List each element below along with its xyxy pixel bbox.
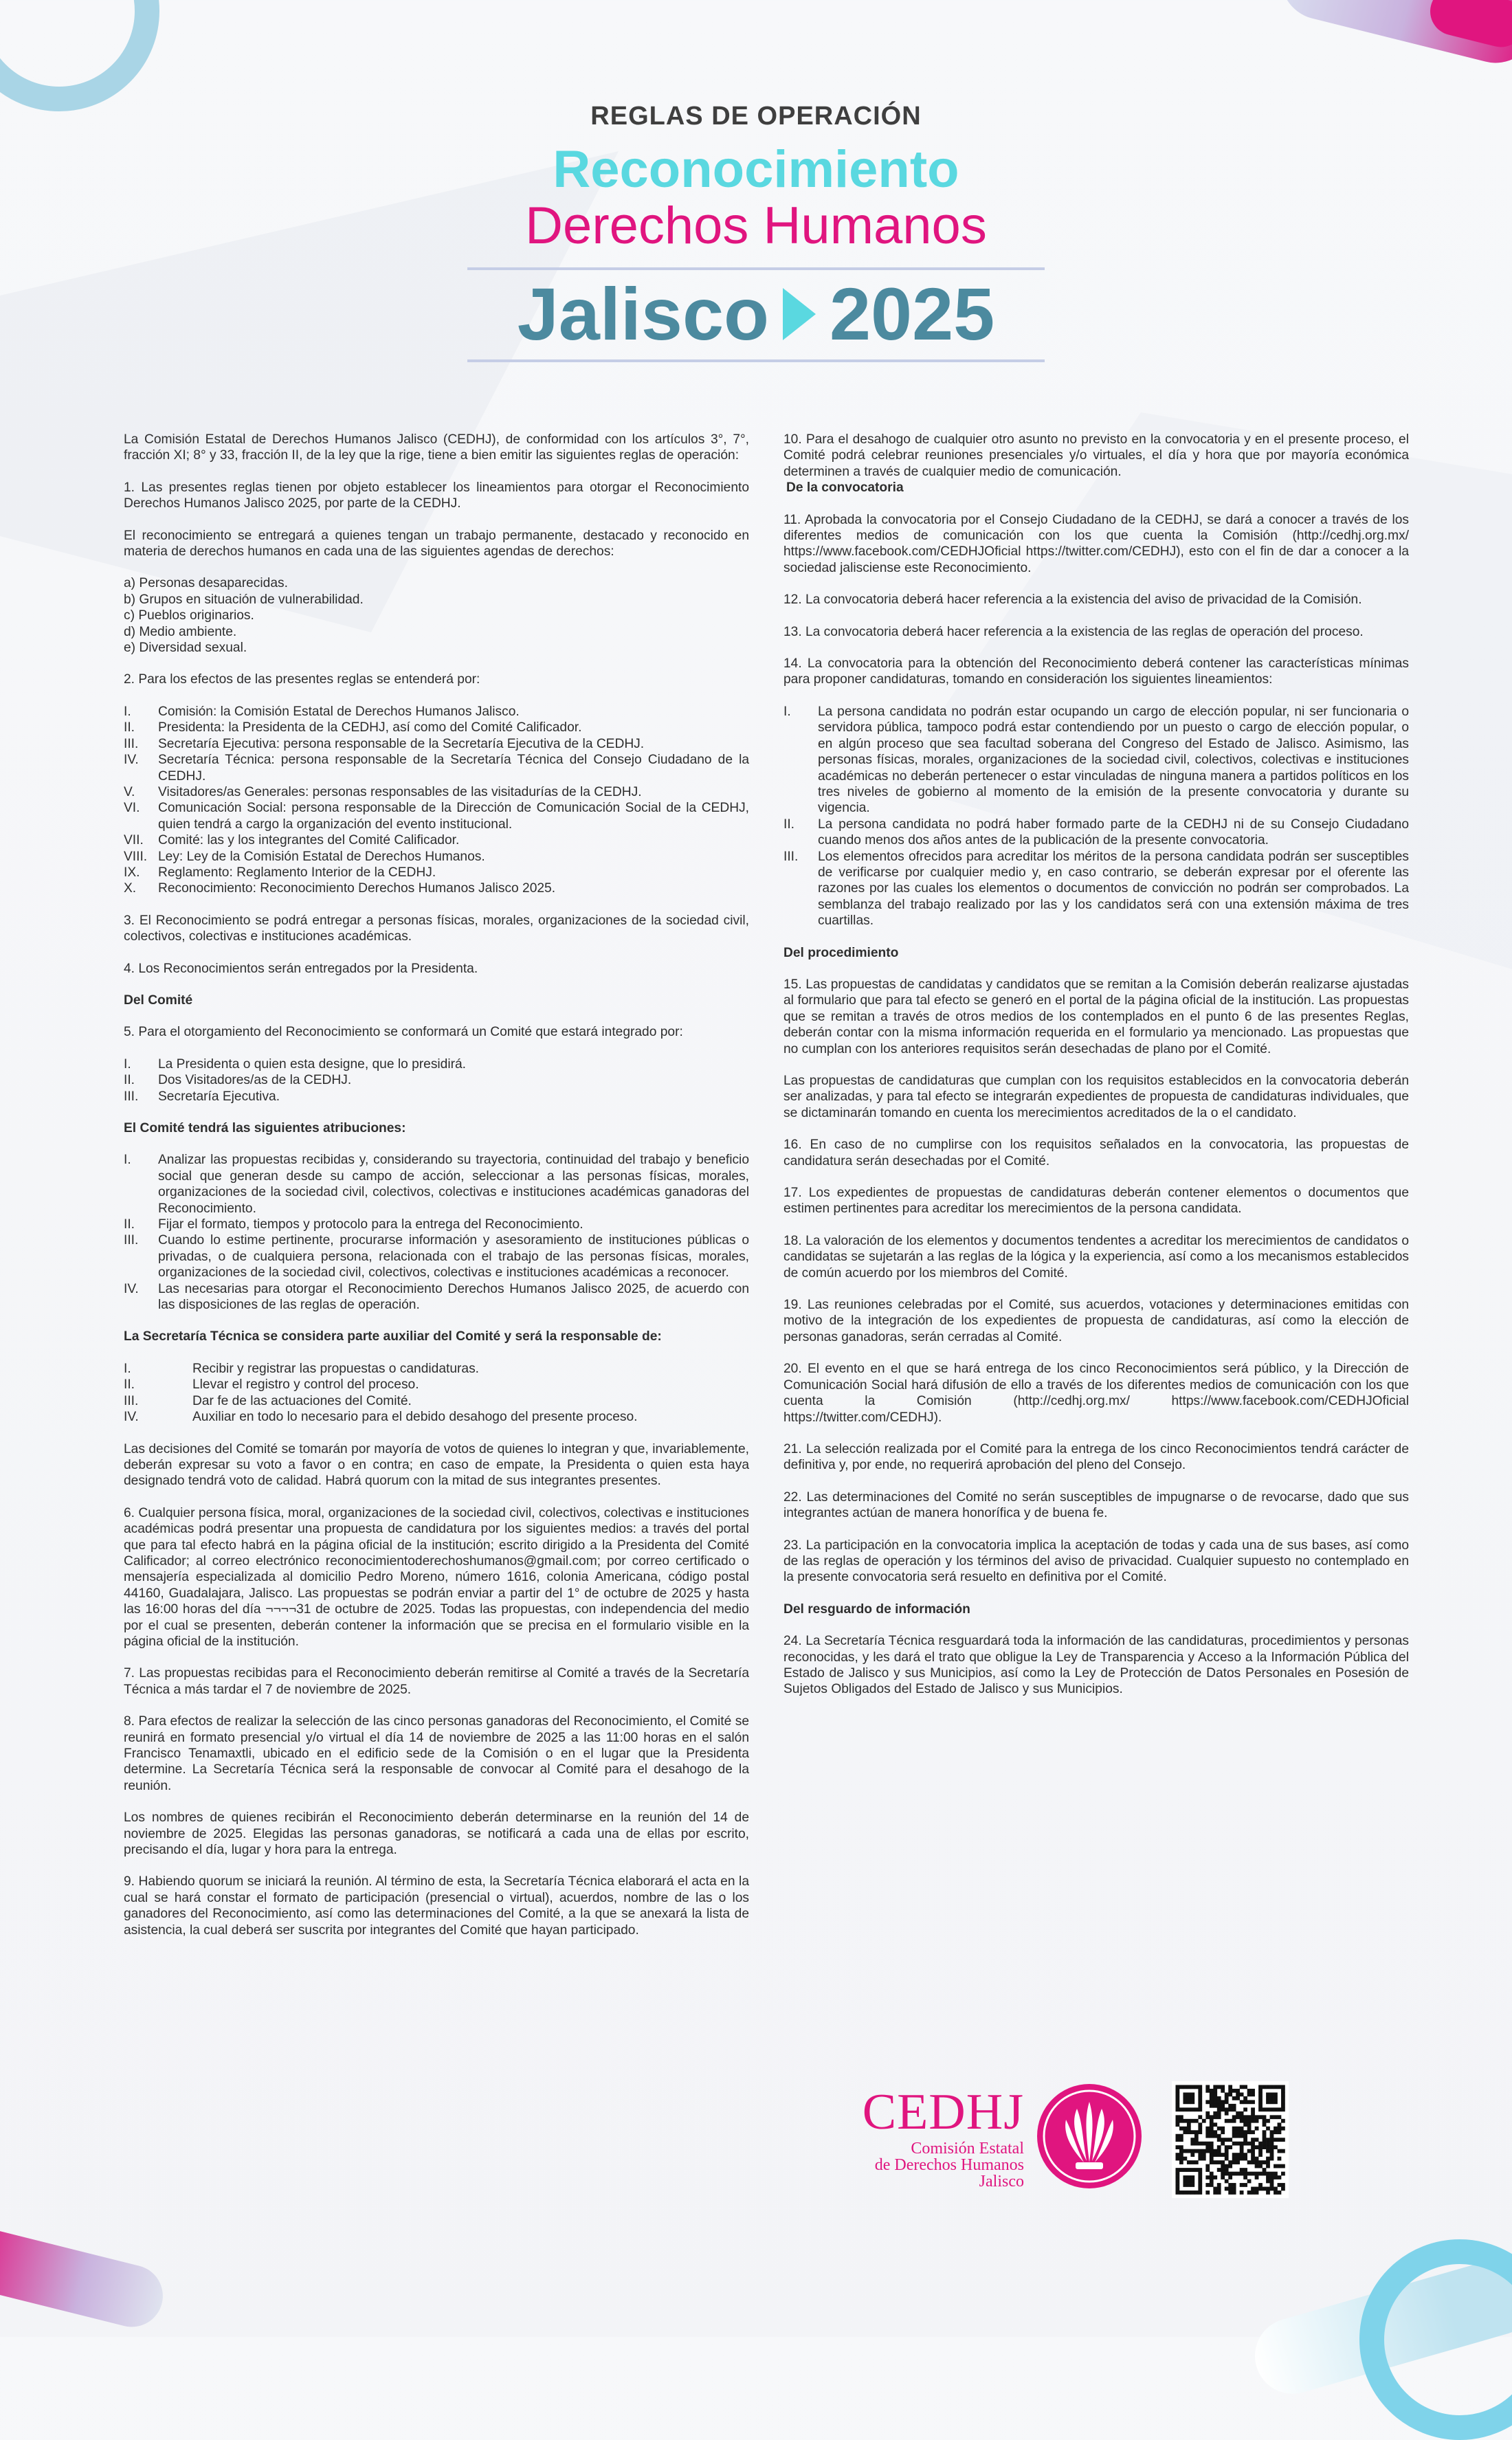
atribucion-item — [124, 1217, 749, 1232]
atribucion-item-number: IV. — [124, 1281, 139, 1296]
agenda-item-text: e) Diversidad sexual. — [124, 641, 247, 656]
intro-paragraph: La Comisión Estatal de Derechos Humanos Jalisco (CEDHJ), de conformidad con los artículos 3°, 7°, fracción XI; 8° y 33, fracción II, de la ley que la rige, tiene a bien emitir las siguientes reglas de operación: — [124, 432, 749, 463]
definition-item-text: Comunicación Social: persona responsable de la Dirección de Comunicación Social de la CEDHJ, quien tendrá a cargo la organización del evento institucional. — [158, 801, 749, 832]
lineamiento-item-text: La persona candidata no podrá haber formado parte de la CEDHJ ni de su Consejo Ciudadano cuando menos dos años antes de la publicación de la presente convocatoria. — [818, 817, 1409, 848]
definition-item — [124, 752, 749, 784]
definitions-list — [124, 704, 749, 897]
secretaria-item — [124, 1409, 749, 1425]
decorative-ring — [1359, 2239, 1512, 2440]
rule-17: 17. Los expedientes de propuestas de candidaturas deberán contener elementos o documentos que estimen pertinentes para acreditar los merecimientos de la persona candidata. — [783, 1186, 1409, 1217]
agenda-item — [124, 640, 749, 656]
rule-2: 2. Para los efectos de las presentes reglas se entenderá por: — [124, 672, 480, 687]
definition-item — [124, 800, 749, 832]
header-kicker: REGLAS DE OPERACIÓN — [590, 102, 922, 131]
section-heading-comite: Del Comité — [124, 992, 193, 1008]
definition-item — [124, 704, 749, 720]
definition-item — [124, 736, 749, 752]
definition-item-number: VII. — [124, 833, 144, 848]
header-title-line2: Derechos Humanos — [525, 197, 987, 255]
cedhj-emblem-icon — [1034, 2081, 1144, 2191]
lineamiento-item-number: I. — [783, 704, 791, 719]
cedhj-logo-subtitle — [859, 2140, 1024, 2190]
section-heading-atribuciones: El Comité tendrá las siguientes atribuciones: — [124, 1121, 406, 1135]
rule-15: 15. Las propuestas de candidatas y candidatos que se remitan a la Comisión deberán realizarse ajustadas al formulario que para tal efecto se generó en el portal de la página oficial de la institución. Las propuestas que se remitan a través de otros medios de los contemplados en el punto 6 de las presentes Reglas, deberán contar con la misma información requerida en el formulario ya mencionado. Las propuestas que no cumplan con los anteriores requisitos serán desechadas de plano por el Comité. — [783, 977, 1409, 1056]
secretaria-item-number: I. — [124, 1361, 131, 1376]
rule-19: 19. Las reuniones celebradas por el Comité, sus acuerdos, votaciones y determinaciones emitidas con motivo de la integración de los expedientes de propuesta de candidaturas, así como la elección de personas ganadoras, serán cerradas al Comité. — [783, 1298, 1409, 1344]
definition-item — [124, 865, 749, 880]
definition-item-text: Presidenta: la Presidenta de la CEDHJ, así como del Comité Calificador. — [158, 720, 582, 735]
decorative-ring — [0, 0, 159, 111]
lineamiento-item-text: Los elementos ofrecidos para acreditar los méritos de la persona candidata podrán ser susceptibles de verificarse por cualquier medio y, en caso contrario, se deberán expresar por el oferente las razones por las cuales los elementos o documentos de convicción no podrán ser comprobados. La semblanza del trabajo realizado por las y los candidatos será con una extensión máxima de tres cuartillas. — [818, 849, 1409, 929]
right-column — [783, 432, 1409, 1713]
header-rule — [467, 359, 1045, 362]
secretaria-item-text: Recibir y registrar las propuestas o candidaturas. — [192, 1361, 479, 1376]
decorative-band — [0, 2223, 169, 2333]
lineamiento-item-number: III. — [783, 849, 799, 864]
comite-member-item-text: La Presidenta o quien esta designe, que lo presidirá. — [158, 1056, 467, 1072]
rule-20: 20. El evento en el que se hará entrega de los cinco Reconocimientos será público, y la Dirección de Comunicación Social hará difusión de ello a través de los diferentes medios de comunicación con los que cuenta la Comisión (http://cedhj.org.mx/ https://www.facebook.com/CEDHJOficial https://twitter.com/CEDHJ). — [783, 1362, 1409, 1425]
agenda-item — [124, 608, 749, 623]
rule-11: 11. Aprobada la convocatoria por el Consejo Ciudadano de la CEDHJ, se dará a conocer a través de los diferentes medios de comunicación con los que cuenta la Comisión (http://cedhj.org.mx/ https://www.facebook.com/CEDHJOficial https://twitter.com/CEDHJ), esto con el fin de dar a conocer a la sociedad jalisciense este Reconocimiento. — [783, 512, 1409, 575]
definition-item — [124, 849, 749, 865]
cedhj-logo-sub-line: Comisión Estatal — [911, 2140, 1024, 2158]
rule-5: 5. Para el otorgamiento del Reconocimiento se conformará un Comité que estará integrado por: — [124, 1025, 683, 1040]
rule-6: 6. Cualquier persona física, moral, organizaciones de la sociedad civil, colectivos, colectivas e instituciones académicas podrá presentar una propuesta de candidatura por los siguientes medios: a través del portal que para tal efecto habrá en la página oficial de la institución; escrito dirigido a la Presidenta del Comité Calificador; al correo electrónico reconocimientoderechoshumanos@gmail.com; por correo certificado o mensajería especializada al domicilio Pedro Moreno, número 1616, colonia Americana, código postal 44160, Guadalajara, Jalisco. Las propuestas se podrán enviar a partir del 1° de octubre de 2025 y hasta las 16:00 horas del día ¬¬¬¬31 de octubre de 2025. Todas las propuestas, con independencia del medio por el cual se presenten, deberán contener la información que se precisa en el formulario visible en la página oficial de la institución. — [124, 1505, 749, 1649]
section-heading-procedimiento: Del procedimiento — [783, 945, 899, 960]
rule-21: 21. La selección realizada por el Comité para la entrega de los cinco Reconocimientos tendrá carácter de definitiva y, por ende, no requerirá aprobación del pleno del Consejo. — [783, 1441, 1409, 1473]
rule-24: 24. La Secretaría Técnica resguardará toda la información de las candidaturas, procedimientos y personas reconocidas, y les dará el trato que obligue la Ley de Transparencia y Acceso a la Información Pública del Estado de Jalisco y sus Municipios, así como la Ley de Protección de Datos Personales en Posesión de Sujetos Obligados del Estado de Jalisco y sus Municipios. — [783, 1634, 1409, 1697]
definition-item-text: Reconocimiento: Reconocimiento Derechos Humanos Jalisco 2025. — [158, 881, 556, 896]
left-column — [124, 432, 749, 1954]
definition-item-number: III. — [124, 736, 139, 751]
qr-code-icon[interactable] — [1172, 2081, 1289, 2198]
secretaria-item — [124, 1361, 749, 1377]
agenda-item-text: a) Personas desaparecidas. — [124, 576, 288, 591]
header-year: 2025 — [829, 272, 995, 355]
header-place: Jalisco — [517, 272, 769, 355]
rule-23: 23. La participación en la convocatoria implica la aceptación de todas y cada una de sus bases, así como de las reglas de operación y los términos del aviso de privacidad. Cualquier supuesto no contemplado en la presente convocatoria será resuelto en definitiva por el Comité. — [783, 1538, 1409, 1585]
agenda-item-text: c) Pueblos originarios. — [124, 608, 254, 623]
cedhj-logo-sub-line: de Derechos Humanos — [874, 2156, 1024, 2174]
agenda-item-text: b) Grupos en situación de vulnerabilidad. — [124, 592, 364, 607]
header-place-row — [0, 272, 1512, 355]
secretaria-item-text: Llevar el registro y control del proceso. — [192, 1377, 419, 1393]
comite-member-item-text: Dos Visitadores/as de la CEDHJ. — [158, 1073, 352, 1088]
section-heading-resguardo: Del resguardo de información — [783, 1601, 970, 1617]
rule-12: 12. La convocatoria deberá hacer referencia a la existencia del aviso de privacidad de la Comisión. — [783, 592, 1362, 608]
secretaria-item-number: IV. — [124, 1410, 139, 1425]
comite-member-item — [124, 1056, 749, 1072]
rule-15-analisis: Las propuestas de candidaturas que cumplan con los requisitos establecidos en la convocatoria deberán ser analizadas, y para tal efecto se integrarán expedientes de propuesta de candidaturas individuales, que se dictaminarán tomando en cuenta los merecimientos acreditados de la o el candidato. — [783, 1074, 1409, 1120]
definition-item-number: IV. — [124, 753, 139, 768]
agendas-list — [124, 575, 749, 656]
rule-3: 3. El Reconocimiento se podrá entregar a personas físicas, morales, organizaciones de la sociedad civil, colectivos, colectivas e instituciones académicas. — [124, 913, 749, 944]
rule-22: 22. Las determinaciones del Comité no serán susceptibles de impugnarse o de revocarse, dado que sus integrantes actúan de manera honorífica y de buena fe. — [783, 1489, 1409, 1521]
definition-item-text: Comisión: la Comisión Estatal de Derechos Humanos Jalisco. — [158, 704, 520, 719]
atribucion-item-number: I. — [124, 1153, 131, 1168]
secretaria-item-text: Auxiliar en todo lo necesario para el debido desahogo del presente proceso. — [192, 1410, 638, 1425]
rule-1-agendas-intro: El reconocimiento se entregará a quienes tengan un trabajo permanente, destacado y reconocido en materia de derechos humanos en cada una de las siguientes agendas de derechos: — [124, 528, 749, 559]
atribucion-item-text: Analizar las propuestas recibidas y, considerando su trayectoria, continuidad del trabajo y beneficio social que generan desde su campo de acción, seleccionar a las personas físicas, morales, organizaciones de la sociedad civil, colectivos, colectivas e instituciones académicas ganadoras del Reconocimiento. — [158, 1153, 749, 1216]
rule-4: 4. Los Reconocimientos serán entregados por la Presidenta. — [124, 961, 478, 976]
decisiones-paragraph: Las decisiones del Comité se tomarán por mayoría de votos de quienes lo integran y que, invariablemente, deberán expresar su voto a favor o en contra; en caso de empate, la Presidenta o quien esta haya designado tendrá voto de calidad. Habrá quorum con la mitad de sus integrantes presentes. — [124, 1441, 749, 1489]
atribucion-item — [124, 1152, 749, 1217]
comite-member-item-number: I. — [124, 1056, 131, 1072]
agenda-item — [124, 575, 749, 591]
comite-member-item-number: III. — [124, 1089, 139, 1104]
cedhj-logo-name: CEDHJ — [862, 2084, 1024, 2140]
definition-item — [124, 784, 749, 800]
definition-item-text: Visitadores/as Generales: personas responsables de las visitadurías de la CEDHJ. — [158, 784, 642, 799]
atribucion-item — [124, 1281, 749, 1313]
section-heading-secretaria: La Secretaría Técnica se considera parte auxiliar del Comité y será la responsable de: — [124, 1329, 662, 1344]
secretaria-item-text: Dar fe de las actuaciones del Comité. — [192, 1393, 412, 1408]
cedhj-logo-sub-line: Jalisco — [979, 2173, 1024, 2191]
lineamiento-item-text: La persona candidata no podrán estar ocupando un cargo de elección popular, ni ser funcionaria o servidora pública, tampoco podrá estar contendiendo por un puesto o cargo de elección popular, o en algún proceso que sea facultad soberana del Congreso del Estado de Jalisco. Asimismo, las personas físicas, morales, organizaciones de la sociedad civil, colectivos, colectivas e instituciones académicas no deberán pertenecer o estar vinculadas de ninguna manera a partidos políticos en los tres niveles de gobierno al momento de la emisión de la presente convocatoria y durante su vigencia. — [818, 704, 1409, 816]
lineamiento-item-number: II. — [783, 817, 794, 832]
agenda-item — [124, 624, 749, 640]
lineamiento-item — [783, 704, 1409, 817]
atribucion-item — [124, 1232, 749, 1280]
rule-1: 1. Las presentes reglas tienen por objeto establecer los lineamientos para otorgar el Reconocimiento Derechos Humanos Jalisco 2025, por parte de la CEDHJ. — [124, 480, 749, 511]
definition-item-number: VI. — [124, 801, 140, 816]
footer-logos — [859, 2081, 1340, 2198]
header-rule — [467, 267, 1045, 270]
definition-item — [124, 832, 749, 848]
definition-item-number: II. — [124, 720, 135, 735]
atribucion-item-text: Cuando lo estime pertinente, procurarse información y asesoramiento de instituciones públicas o privadas, o de cualquiera persona, relacionada con el trabajo de las personas físicas, morales, organizaciones de la sociedad civil, colectivos, colectivas e instituciones académicas a reconocer. — [158, 1233, 749, 1280]
rule-8: 8. Para efectos de realizar la selección de las cinco personas ganadoras del Reconocimiento, el Comité se reunirá en formato presencial y/o virtual el día 14 de noviembre de 2025 a las 11:00 horas en el salón Francisco Tenamaxtli, ubicado en el edificio sede de la Comisión o en el lugar que la Presidenta determine. La Secretaría Técnica será la responsable de convocar al Comité para el desahogo de la reunión. — [124, 1714, 749, 1793]
rule-18: 18. La valoración de los elementos y documentos tendentes a acreditar los merecimientos de candidatos o candidatas se sujetarán a las reglas de la lógica y la experiencia, así como a los mecanismos establecidos de común acuerdo por los miembros del Comité. — [783, 1233, 1409, 1280]
secretaria-list — [124, 1361, 749, 1426]
agenda-item-text: d) Medio ambiente. — [124, 624, 237, 639]
definition-item-text: Secretaría Ejecutiva: persona responsable de la Secretaría Ejecutiva de la CEDHJ. — [158, 736, 645, 751]
definition-item-text: Ley: Ley de la Comisión Estatal de Derechos Humanos. — [158, 849, 485, 864]
comite-member-item — [124, 1072, 749, 1088]
definition-item — [124, 720, 749, 735]
definition-item-text: Reglamento: Reglamento Interior de la CEDHJ. — [158, 865, 436, 880]
lineamientos-list — [783, 704, 1409, 929]
rule-13: 13. La convocatoria deberá hacer referencia a la existencia de las reglas de operación del proceso. — [783, 624, 1364, 639]
section-heading-convocatoria: De la convocatoria — [786, 480, 904, 496]
agenda-item — [124, 592, 749, 608]
atribucion-item-text: Fijar el formato, tiempos y protocolo para la entrega del Reconocimiento. — [158, 1217, 583, 1232]
atribucion-item-number: II. — [124, 1217, 135, 1232]
comite-member-item — [124, 1089, 749, 1105]
cedhj-logo — [859, 2084, 1024, 2191]
definition-item-number: X. — [124, 881, 137, 896]
definition-item-number: VIII. — [124, 849, 148, 864]
secretaria-item-number: III. — [124, 1393, 139, 1408]
header-title-line1: Reconocimiento — [553, 140, 959, 199]
definition-item-number: V. — [124, 784, 135, 799]
definition-item-number: I. — [124, 704, 131, 719]
rule-7: 7. Las propuestas recibidas para el Reconocimiento deberán remitirse al Comité a través de la Secretaría Técnica a más tardar el 7 de noviembre de 2025. — [124, 1666, 749, 1697]
rule-10: 10. Para el desahogo de cualquier otro asunto no previsto en la convocatoria y en el presente proceso, el Comité podrá celebrar reuniones presenciales y/o virtuales, el día y hora que por mayoría económica determinen a través de cualquier medio de comunicación. — [783, 432, 1409, 479]
comite-member-item-text: Secretaría Ejecutiva. — [158, 1089, 280, 1104]
definition-item-text: Secretaría Técnica: persona responsable de la Secretaría Técnica del Consejo Ciudadano de la CEDHJ. — [158, 753, 749, 784]
play-triangle-icon — [783, 288, 816, 340]
secretaria-item — [124, 1393, 749, 1409]
definition-item-number: IX. — [124, 865, 140, 880]
comite-member-item-number: II. — [124, 1073, 135, 1088]
definition-item-text: Comité: las y los integrantes del Comité Calificador. — [158, 833, 460, 848]
rule-16: 16. En caso de no cumplirse con los requisitos señalados en la convocatoria, las propuestas de candidatura serán desechadas por el Comité. — [783, 1138, 1409, 1168]
lineamiento-item — [783, 817, 1409, 849]
atribucion-item-number: III. — [124, 1233, 139, 1248]
rule-8-nombres: Los nombres de quienes recibirán el Reconocimiento deberán determinarse en la reunión del 14 de noviembre de 2025. Elegidas las personas ganadoras, se notificará a cada una de ellas por escrito, precisando el día, lugar y hora para la entrega. — [124, 1810, 749, 1858]
lineamiento-item — [783, 849, 1409, 929]
atribucion-item-text: Las necesarias para otorgar el Reconocimiento Derechos Humanos Jalisco 2025, de acuerdo con las disposiciones de las reglas de operación. — [158, 1281, 749, 1313]
rule-9: 9. Habiendo quorum se iniciará la reunión. Al término de esta, la Secretaría Técnica elaborará el acta en la cual se hará constar el formato de participación (presencial o virtual), acuerdos, nombre de las o los ganadores del Reconocimiento, así como las determinaciones del Comité, a la que se anexará la lista de asistencia, la cual deberá ser suscrita por integrantes del Comité que hayan participado. — [124, 1874, 749, 1938]
secretaria-item — [124, 1377, 749, 1393]
comite-members-list — [124, 1056, 749, 1105]
poster-header — [0, 102, 1512, 362]
secretaria-item-number: II. — [124, 1377, 135, 1393]
atribuciones-list — [124, 1152, 749, 1313]
rule-14: 14. La convocatoria para la obtención del Reconocimiento deberá contener las características mínimas para proponer candidaturas, tomando en consideración los siguientes lineamientos: — [783, 656, 1409, 687]
definition-item — [124, 880, 749, 896]
